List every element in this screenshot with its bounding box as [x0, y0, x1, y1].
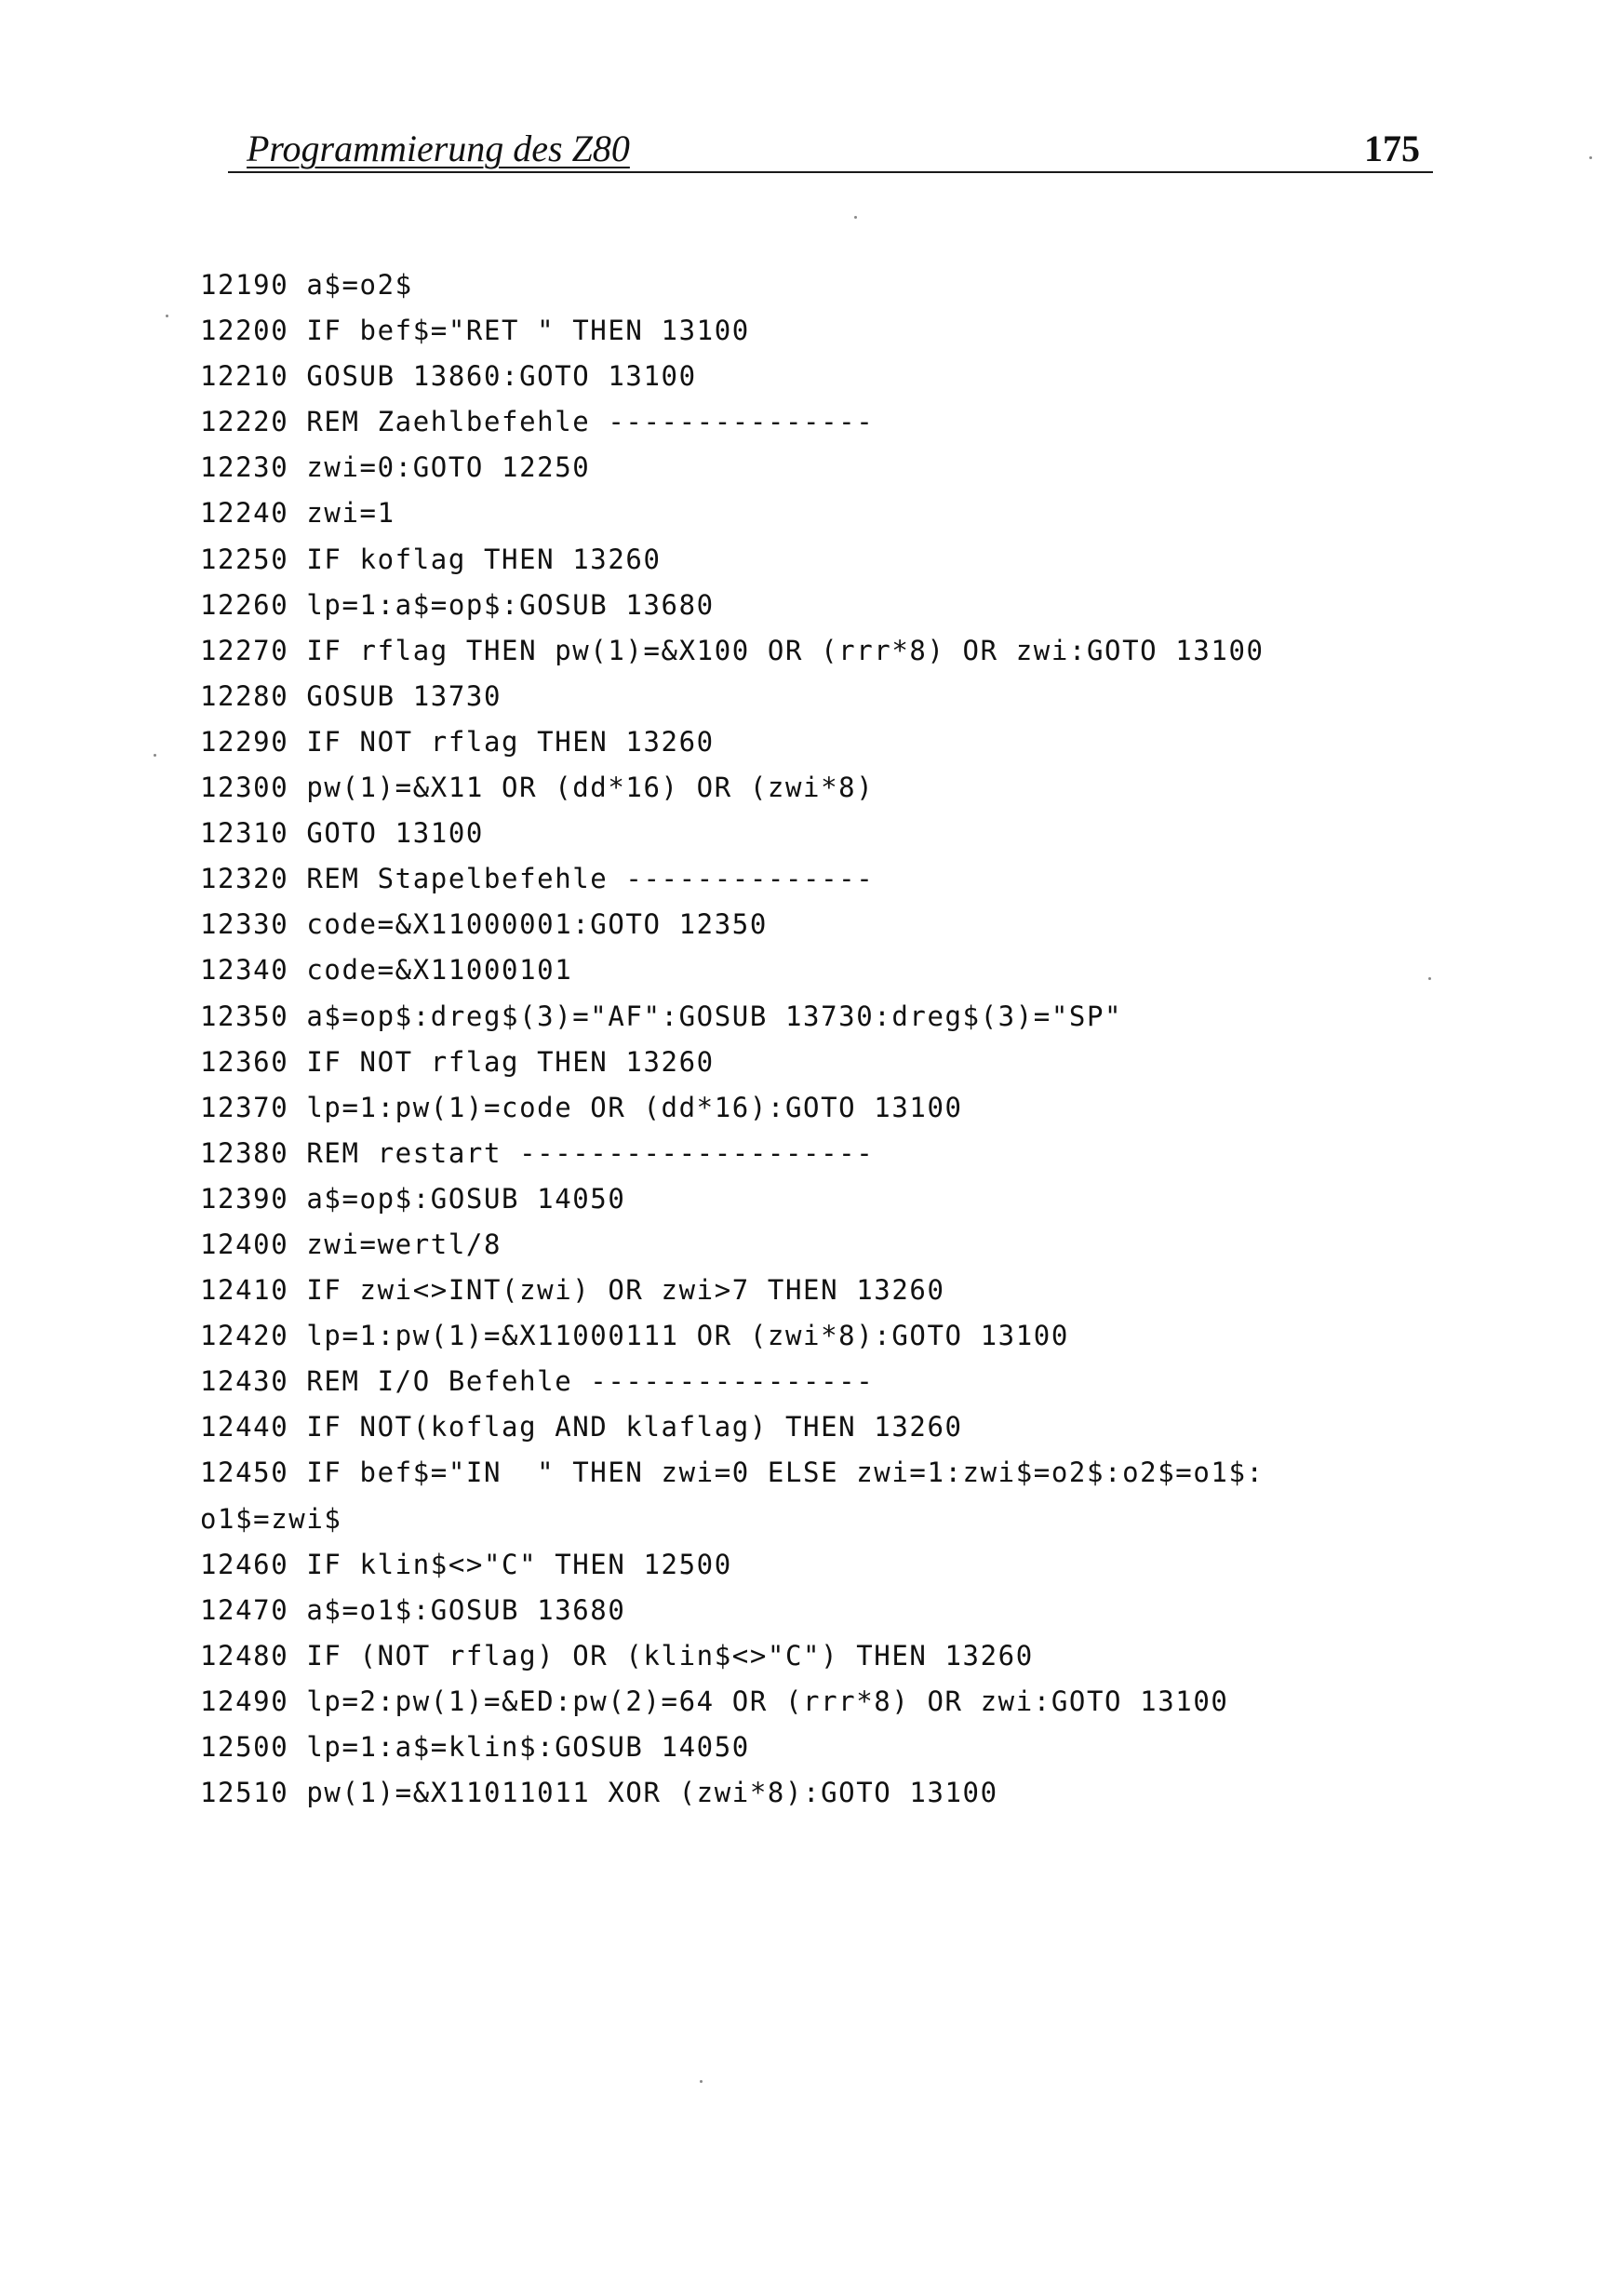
code-line: 12350 a$=op$:dreg$(3)="AF":GOSUB 13730:dreg$(3)="SP" — [200, 1000, 1123, 1032]
code-line: 12390 a$=op$:GOSUB 14050 — [200, 1182, 626, 1215]
code-line: 12410 IF zwi<>INT(zwi) OR zwi>7 THEN 13260 — [200, 1274, 945, 1307]
code-line: 12370 lp=1:pw(1)=code OR (dd*16):GOTO 13100 — [200, 1091, 963, 1123]
code-line: 12290 IF NOT rflag THEN 13260 — [200, 725, 715, 758]
code-line: 12460 IF klin$<>"C" THEN 12500 — [200, 1548, 732, 1580]
scan-speck — [700, 2080, 703, 2083]
code-line: 12480 IF (NOT rflag) OR (klin$<>"C") THEN 13260 — [200, 1639, 1034, 1672]
code-line: 12270 IF rflag THEN pw(1)=&X100 OR (rrr*8) OR zwi:GOTO 13100 — [200, 634, 1265, 666]
code-line: 12500 lp=1:a$=klin$:GOSUB 14050 — [200, 1731, 750, 1763]
code-line: 12340 code=&X11000101 — [200, 954, 573, 987]
code-line: 12330 code=&X11000001:GOTO 12350 — [200, 908, 768, 941]
code-line: 12230 zwi=0:GOTO 12250 — [200, 451, 591, 484]
code-line: 12420 lp=1:pw(1)=&X11000111 OR (zwi*8):GOTO 13100 — [200, 1320, 1069, 1352]
code-line: 12200 IF bef$="RET " THEN 13100 — [200, 315, 750, 347]
code-line: 12280 GOSUB 13730 — [200, 679, 502, 712]
code-line: 12250 IF koflag THEN 13260 — [200, 543, 662, 575]
scan-speck — [154, 754, 156, 757]
code-line-continuation: o1$=zwi$ — [200, 1502, 342, 1535]
code-line: 12470 a$=o1$:GOSUB 13680 — [200, 1593, 626, 1626]
page-number: 175 — [1364, 128, 1420, 169]
code-line: 12190 a$=o2$ — [200, 269, 413, 301]
scan-speck — [854, 216, 857, 219]
code-line: 12260 lp=1:a$=op$:GOSUB 13680 — [200, 588, 715, 621]
code-line: 12220 REM Zaehlbefehle --------------- — [200, 406, 875, 438]
basic-listing — [200, 262, 1438, 1816]
code-line: 12400 zwi=wertl/8 — [200, 1228, 502, 1260]
code-line: 12450 IF bef$="IN " THEN zwi=0 ELSE zwi=1:zwi$=o2$:o2$=o1$: — [200, 1457, 1265, 1489]
code-line: 12300 pw(1)=&X11 OR (dd*16) OR (zwi*8) — [200, 772, 875, 804]
scan-speck — [166, 315, 168, 317]
page-header — [228, 119, 1433, 173]
code-line: 12240 zwi=1 — [200, 497, 395, 530]
scan-speck — [1428, 977, 1431, 980]
code-line: 12310 GOTO 13100 — [200, 817, 484, 850]
scan-speck — [1589, 156, 1592, 159]
code-line: 12510 pw(1)=&X11011011 XOR (zwi*8):GOTO 13100 — [200, 1777, 998, 1809]
code-line: 12490 lp=2:pw(1)=&ED:pw(2)=64 OR (rrr*8) OR zwi:GOTO 13100 — [200, 1685, 1229, 1717]
code-line: 12320 REM Stapelbefehle -------------- — [200, 863, 875, 895]
code-line: 12440 IF NOT(koflag AND klaflag) THEN 13260 — [200, 1411, 963, 1443]
code-line: 12210 GOSUB 13860:GOTO 13100 — [200, 360, 697, 393]
code-line: 12430 REM I/O Befehle ---------------- — [200, 1365, 875, 1398]
code-line: 12380 REM restart -------------------- — [200, 1136, 875, 1169]
code-line: 12360 IF NOT rflag THEN 13260 — [200, 1045, 715, 1078]
running-title: Programmierung des Z80 — [247, 128, 630, 169]
